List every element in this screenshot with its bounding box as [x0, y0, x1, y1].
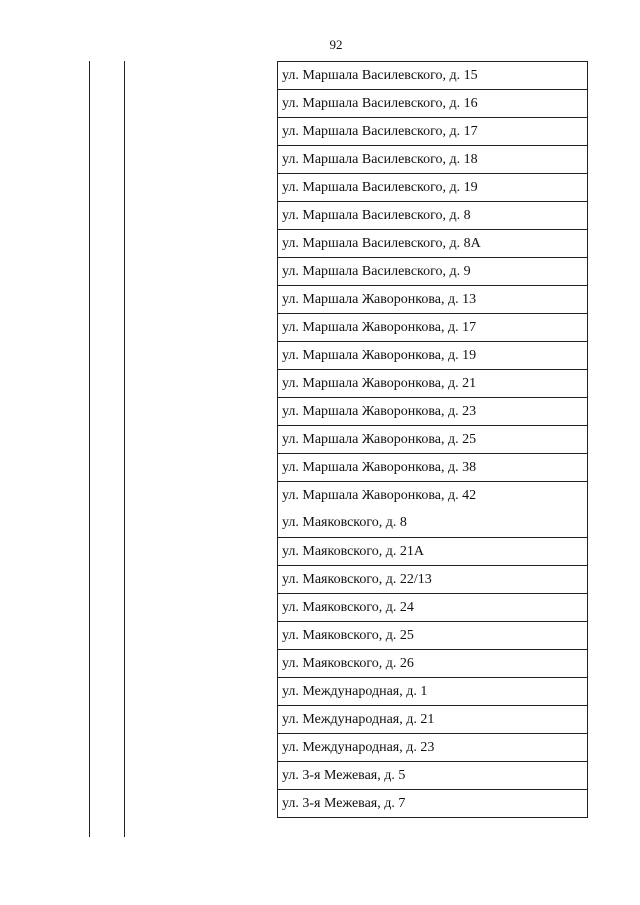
address-cell: ул. Международная, д. 1	[282, 683, 428, 699]
address-cell: ул. Маршала Жаворонкова, д. 13	[282, 291, 477, 307]
address-cell: ул. Маршала Жаворонкова, д. 38	[282, 459, 477, 475]
table-row	[278, 481, 587, 509]
address-cell: ул. Международная, д. 23	[282, 739, 435, 755]
address-cell: ул. Маршала Василевского, д. 19	[282, 179, 478, 195]
address-cell: ул. Маяковского, д. 24	[282, 599, 414, 615]
address-cell: ул. Маршала Жаворонкова, д. 19	[282, 347, 477, 363]
table-row	[278, 789, 587, 817]
column-rule-left-1	[89, 61, 90, 837]
address-cell: ул. 3-я Межевая, д. 5	[282, 767, 406, 783]
table-row	[278, 649, 587, 677]
address-cell: ул. Маршала Василевского, д. 8А	[282, 235, 481, 251]
table-row	[278, 341, 587, 369]
table-row	[278, 173, 587, 201]
table-row	[278, 453, 587, 481]
table-row	[278, 593, 587, 621]
table-row	[278, 733, 587, 761]
table-row	[278, 761, 587, 789]
address-cell: ул. Международная, д. 21	[282, 711, 435, 727]
address-cell: ул. Маршала Василевского, д. 17	[282, 123, 478, 139]
table-row	[278, 313, 587, 341]
table-row	[278, 621, 587, 649]
address-cell: ул. Маршала Жаворонкова, д. 25	[282, 431, 477, 447]
address-cell: ул. Маршала Василевского, д. 9	[282, 263, 471, 279]
table-row	[278, 705, 587, 733]
table-row	[278, 145, 587, 173]
address-cell: ул. Маяковского, д. 25	[282, 627, 414, 643]
table-row	[278, 285, 587, 313]
address-cell: ул. Маршала Жаворонкова, д. 42	[282, 487, 477, 503]
address-cell: ул. Маяковского, д. 22/13	[282, 571, 432, 587]
table-row	[278, 565, 587, 593]
address-cell: ул. Маршала Жаворонкова, д. 23	[282, 403, 477, 419]
address-cell: ул. Маршала Василевского, д. 18	[282, 151, 478, 167]
table-row	[278, 677, 587, 705]
address-cell: ул. Маршала Василевского, д. 16	[282, 95, 478, 111]
page-number: 92	[329, 37, 343, 52]
table-row	[278, 229, 587, 257]
address-table	[277, 61, 588, 818]
table-row	[278, 201, 587, 229]
address-cell: ул. 3-я Межевая, д. 7	[282, 795, 406, 811]
address-cell: ул. Маяковского, д. 26	[282, 655, 414, 671]
address-cell: ул. Маяковского, д. 8	[282, 515, 407, 530]
table-row	[278, 117, 587, 145]
table-row	[278, 425, 587, 453]
address-cell: ул. Маршала Василевского, д. 15	[282, 67, 478, 83]
column-rule-left-2	[124, 61, 125, 837]
table-row	[278, 257, 587, 285]
table-row	[278, 369, 587, 397]
table-row	[278, 537, 587, 565]
table-row	[278, 397, 587, 425]
address-cell: ул. Маяковского, д. 21А	[282, 543, 425, 559]
address-cell: ул. Маршала Жаворонкова, д. 17	[282, 319, 477, 335]
table-row	[278, 61, 587, 89]
table-row	[278, 89, 587, 117]
table-row	[278, 509, 587, 537]
address-cell: ул. Маршала Василевского, д. 8	[282, 207, 471, 223]
address-cell: ул. Маршала Жаворонкова, д. 21	[282, 375, 477, 391]
